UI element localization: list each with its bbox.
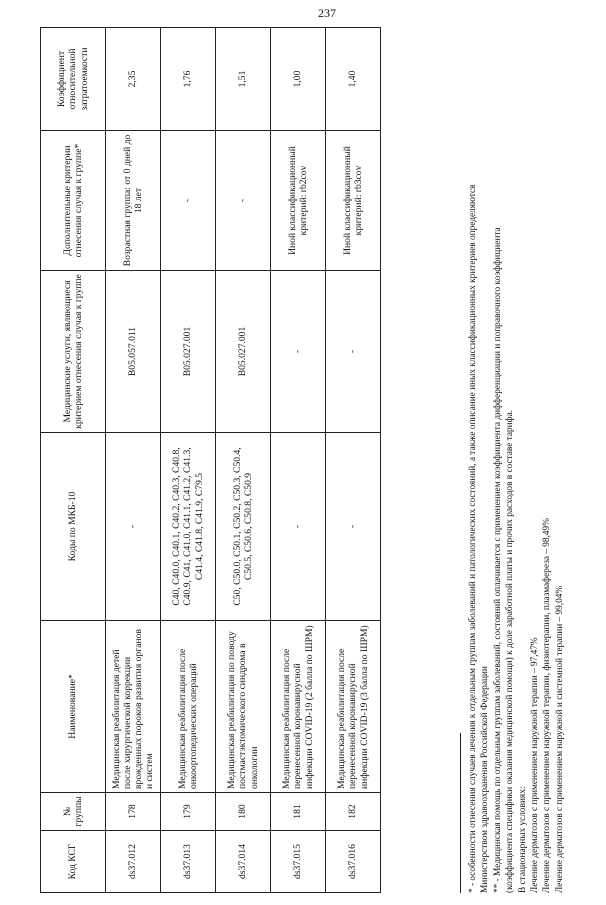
- header-ksg-code: Код КСГ: [41, 831, 106, 893]
- cell-additional-criteria: -: [216, 131, 271, 271]
- cell-name: Медицинская реабилитация после онкоортопедических операций: [161, 621, 216, 793]
- cell-icd-codes: -: [271, 433, 326, 621]
- cell-ksg-code: ds37.013: [161, 831, 216, 893]
- cell-name: Медицинская реабилитация после перенесенной коронавирусной инфекции COVID-19 (2 балла по ШРМ): [271, 621, 326, 793]
- footnote-line: * - особенности отнесения случаев лечения к отдельным группам заболеваний и патологических состояний, а также описание иных классификационных критериев определяются: [468, 184, 478, 893]
- cell-coefficient: 1,40: [326, 28, 381, 131]
- footnote-line: (коэффициента специфики оказания медицинской помощи) к доле заработной платы и прочих расходов в составе тарифа.: [505, 409, 516, 893]
- cell-icd-codes: -: [106, 433, 161, 621]
- cell-ksg-code: ds37.014: [216, 831, 271, 893]
- footnote-line: Лечение дерматозов с применением наружной терапии, физиотерапии, плазмафереза – 98,49%: [542, 518, 553, 893]
- cell-additional-criteria: -: [161, 131, 216, 271]
- table-row: [326, 28, 381, 893]
- cell-icd-codes: C50, C50.0, C50.1, C50.2, C50.3, C50.4, C50.5, C50.6, C50.8, C50.9: [216, 433, 271, 621]
- header-additional-criteria: Дополнительные критерии отнесения случая к группе*: [41, 131, 106, 271]
- cell-additional-criteria: Иной классификационный критерий: rb2cov: [271, 131, 326, 271]
- footnote-line: ** - Медицинская помощь по отдельным группам заболеваний, состояний оплачивается с применением коэффициента дифференциации и поправочного коэффициента: [492, 227, 503, 893]
- footnote-line: Лечение дерматозов с применением наружной терапии – 97,47%: [530, 637, 541, 893]
- cell-ksg-code: ds37.016: [326, 831, 381, 893]
- header-icd-codes: Коды по МКБ-10: [41, 433, 106, 621]
- footnote-line: В стационарных условиях:: [517, 786, 528, 893]
- cell-icd-codes: C40, C40.0, C40.1, C40.2, C40.3, C40.8, C40.9, C41, C41.0, C41.1, C41.2, C41.3, C41.4, C41.8, C41.9, C79.5: [161, 433, 216, 621]
- cell-additional-criteria: Возрастная группа: от 0 дней до 18 лет: [106, 131, 161, 271]
- table-row: [106, 28, 161, 893]
- cell-coefficient: 1,00: [271, 28, 326, 131]
- header-medical-services: Медицинские услуги, являющиеся критерием отнесения случая к группе: [41, 271, 106, 433]
- cell-name: Медицинская реабилитация по поводу постмастэктомического синдрома в онкологии: [216, 621, 271, 793]
- header-name: Наименование*: [41, 621, 106, 793]
- ksg-table: [40, 27, 381, 893]
- footnote-line: Лечение дерматозов с применением наружной и системной терапии – 99,04%: [554, 585, 565, 893]
- cell-group-number: 182: [326, 793, 381, 831]
- rotated-content: [40, 23, 600, 893]
- cell-icd-codes: -: [326, 433, 381, 621]
- footnotes: [460, 33, 566, 893]
- cell-coefficient: 1,51: [216, 28, 271, 131]
- cell-medical-services: B05.027.001: [216, 271, 271, 433]
- cell-medical-services: -: [326, 271, 381, 433]
- cell-group-number: 178: [106, 793, 161, 831]
- table-row: [216, 28, 271, 893]
- cell-coefficient: 2,35: [106, 28, 161, 131]
- cell-medical-services: B05.057.011: [106, 271, 161, 433]
- header-group-number: № группы: [41, 793, 106, 831]
- cell-medical-services: -: [271, 271, 326, 433]
- cell-name: Медицинская реабилитация детей после хирургической коррекции врожденных пороков развития органов и систем: [106, 621, 161, 793]
- table-header-row: [41, 28, 106, 893]
- cell-additional-criteria: Иной классификационный критерий: rb3cov: [326, 131, 381, 271]
- cell-medical-services: B05.027.001: [161, 271, 216, 433]
- footnote-separator: [460, 733, 461, 893]
- table-row: [161, 28, 216, 893]
- cell-name: Медицинская реабилитация после перенесенной коронавирусной инфекции COVID-19 (3 балла по ШРМ): [326, 621, 381, 793]
- cell-group-number: 181: [271, 793, 326, 831]
- footnote-line: Министерством здравоохранения Российской Федерации: [480, 666, 491, 893]
- cell-coefficient: 1,76: [161, 28, 216, 131]
- cell-group-number: 180: [216, 793, 271, 831]
- header-coefficient: Коэффициент относительной затратоемкости: [41, 28, 106, 131]
- cell-ksg-code: ds37.015: [271, 831, 326, 893]
- cell-group-number: 179: [161, 793, 216, 831]
- table-row: [271, 28, 326, 893]
- cell-ksg-code: ds37.012: [106, 831, 161, 893]
- page-number: 237: [318, 6, 336, 20]
